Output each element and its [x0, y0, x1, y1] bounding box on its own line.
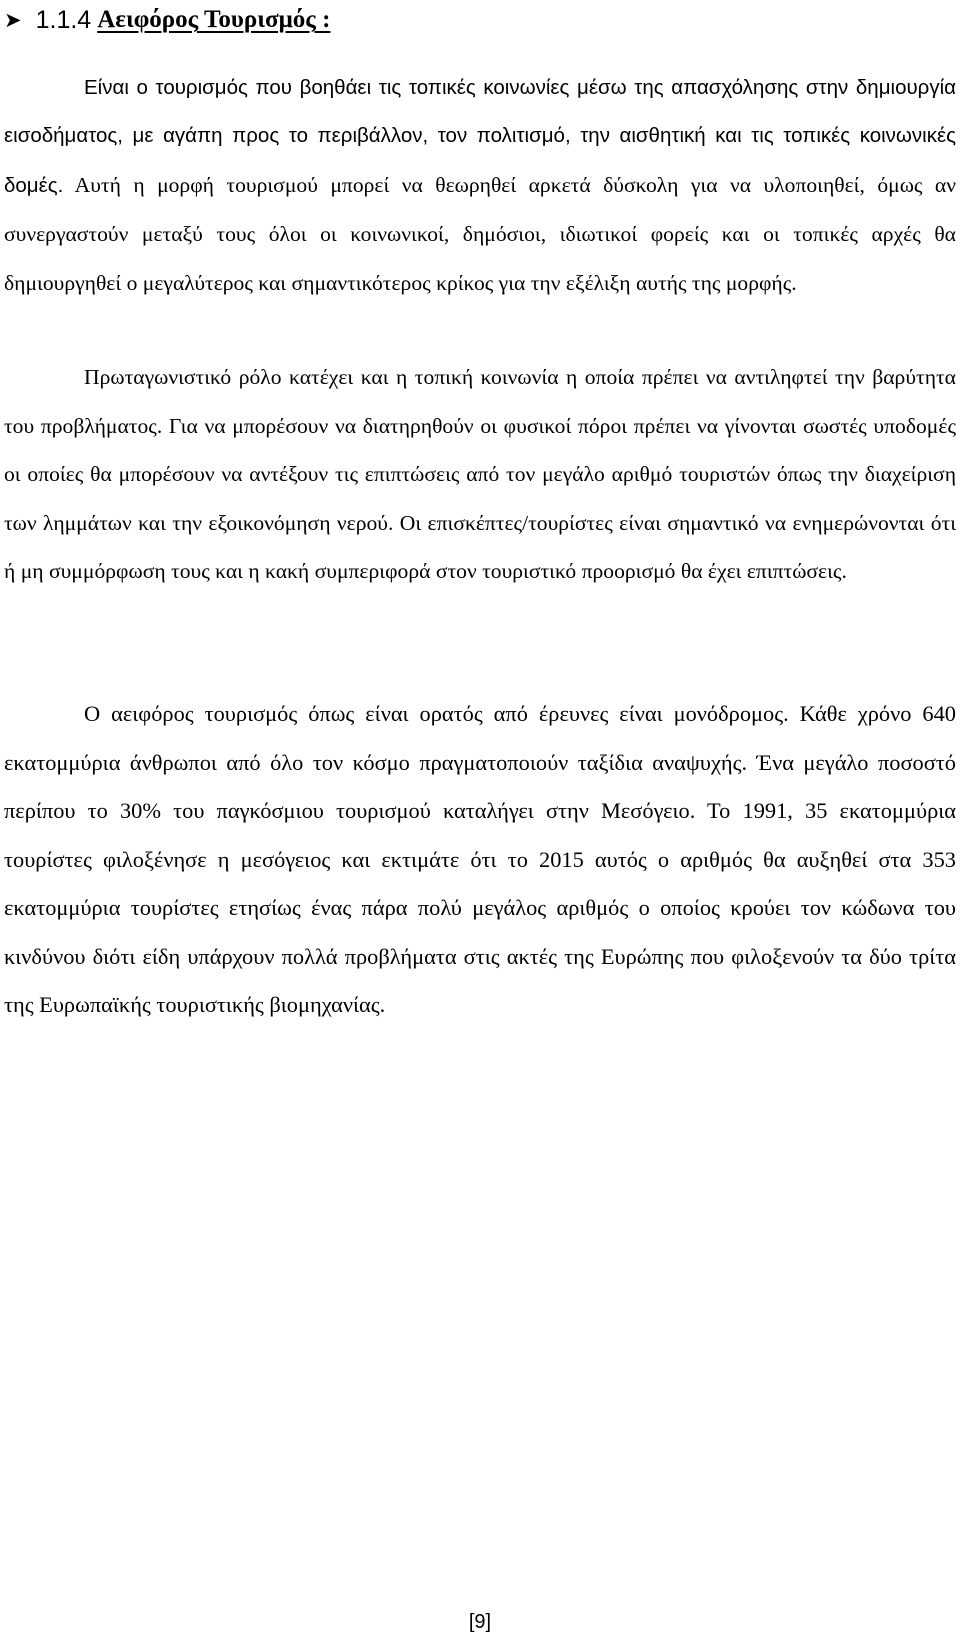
paragraph-1 — [4, 64, 956, 308]
paragraph-1-sentence-1: Είναι ο τουρισμός που βοηθάει τις τοπικές κοινωνίες μέσω της απασχόλησης στην δημιουργία εισοδήματος, με αγάπη προς το περιβάλλον, τον πολιτισμό, την αισθητική και τις τοπικές κοινωνικές δομές. — [4, 76, 956, 197]
arrowhead-bullet-icon: ➤ — [4, 7, 22, 32]
paragraph-3: Ο αειφόρος τουρισμός όπως είναι ορατός από έρευνες είναι μονόδρομος. Κάθε χρόνο 640 εκατομμύρια άνθρωποι από όλο τον κόσμο πραγματοποιούν ταξίδια αναψυχής. Ένα μεγάλο ποσοστό περίπου το 30% του παγκόσμιου τουρισμού καταλήγει στην Μεσόγειο. Το 1991, 35 εκατομμύρια τουρίστες φιλοξένησε η μεσόγειος και εκτιμάτε ότι το 2015 αυτός ο αριθμός θα αυξηθεί στα 353 εκατομμύρια τουρίστες ετησίως ένας πάρα πολύ μεγάλος αριθμός ο οποίος κρούει τον κώδωνα του κινδύνου διότι είδη υπάρχουν πολλά προβλήματα στις ακτές της Ευρώπης που φιλοξενούν τα δύο τρίτα της Ευρωπαϊκής τουριστικής βιομηχανίας. — [4, 701, 956, 1017]
section-number: 1.1.4 — [35, 5, 92, 34]
page-number: [9] — [468, 1611, 492, 1633]
section-title: Αειφόρος Τουρισμός : — [97, 6, 331, 33]
paragraph-1-sentence-2: Αυτή η μορφή τουρισμού μπορεί να θεωρηθεί αρκετά δύσκολη για να υλοποιηθεί, όμως αν συνεργαστούν μεταξύ τους όλοι οι κοινωνικοί, δημόσιοι, ιδιωτικοί φορείς και οι τοπικές αρχές θα δημιουργηθεί ο μεγαλύτερος και σημαντικότερος κρίκος για την εξέλιξη αυτής της μορφής. — [4, 172, 956, 296]
paragraph-2-sentence-2: Για να μπορέσουν να διατηρηθούν οι φυσικοί πόροι πρέπει να γίνονται σωστές υποδομές οι οποίες θα μπορέσουν να αντέξουν τις επιπτώσεις από τον μεγάλο αριθμό τουριστών όπως την διαχείριση των λημμάτων και την εξοικονόμηση νερού. — [4, 413, 956, 535]
paragraph-2 — [4, 353, 956, 596]
section-heading — [4, 0, 330, 40]
paragraph-2-sentence-1: Πρωταγωνιστικό ρόλο κατέχει και η τοπική κοινωνία η οποία πρέπει να αντιληφτεί την βαρύτητα του προβλήματος. — [4, 365, 956, 438]
paragraph-2-sentence-3: Οι επισκέπτες/τουρίστες είναι σημαντικό να ενημερώνονται ότι ή μη συμμόρφωση τους και η κακή συμπεριφορά στον τουριστικό προορισμό θα έχει επιπτώσεις. — [4, 510, 956, 583]
